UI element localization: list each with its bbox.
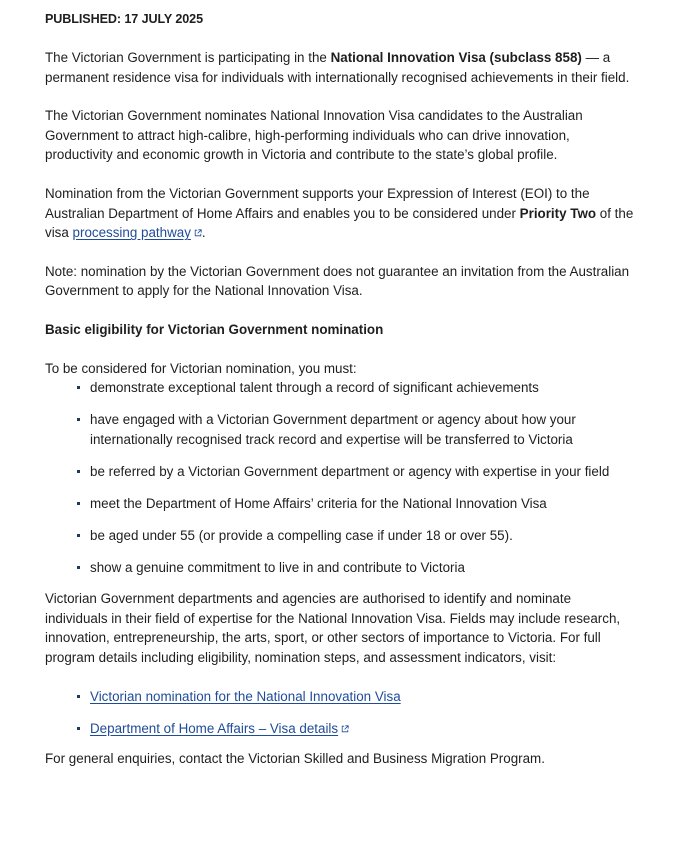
published-date: PUBLISHED: 17 JULY 2025 bbox=[45, 12, 203, 26]
enquiries-paragraph: For general enquiries, contact the Victorian Skilled and Business Migration Program. bbox=[45, 750, 545, 766]
eligibility-list bbox=[45, 378, 635, 578]
processing-pathway-link-label: processing pathway bbox=[72, 225, 191, 241]
note-paragraph: Note: nomination by the Victorian Government does not guarantee an invitation from the Australian Government to apply for the National Innovation Visa. bbox=[45, 263, 630, 299]
eligibility-heading: Basic eligibility for Victorian Government nomination bbox=[45, 321, 384, 337]
resource-links-list bbox=[45, 687, 635, 739]
list-item: have engaged with a Victorian Government department or agency about how your internationally recognised track record and expertise will be transferred to Victoria bbox=[90, 410, 635, 449]
eoi-period: . bbox=[201, 225, 206, 241]
list-item: be aged under 55 (or provide a compelling case if under 18 or over 55). bbox=[90, 526, 635, 546]
priority-two: Priority Two bbox=[519, 205, 597, 221]
list-item bbox=[90, 687, 635, 707]
agencies-paragraph: Victorian Government departments and agencies are authorised to identify and nominate individuals in their field of expertise for the National Innovation Visa. Fields may include research, innovation, entrepreneurship, the arts, sport, or other sectors of importance to Victoria. For full program details including eligibility, nomination steps, and assessment indicators, visit: bbox=[45, 591, 621, 666]
eoi-text: Nomination from the Victorian Government supports your Expression of Interest (EOI) to the Australian Department of Home Affairs and enables you to be considered under bbox=[45, 185, 590, 221]
external-link-icon bbox=[341, 725, 349, 733]
home-affairs-visa-link[interactable] bbox=[90, 721, 349, 736]
list-item bbox=[90, 719, 635, 739]
home-affairs-visa-link-label: Department of Home Affairs – Visa details bbox=[90, 720, 339, 736]
eoi-paragraph bbox=[45, 184, 635, 243]
nomination-paragraph: The Victorian Government nominates National Innovation Visa candidates to the Australian Government to attract high-calibre, high-performing individuals who can drive innovation, productivity and economic growth in Victoria and contribute to the state’s global profile. bbox=[45, 108, 583, 163]
list-item: be referred by a Victorian Government department or agency with expertise in your field bbox=[90, 462, 635, 482]
external-link-icon bbox=[194, 229, 202, 237]
processing-pathway-link[interactable] bbox=[73, 225, 202, 240]
intro-text: The Victorian Government is participating in the bbox=[45, 50, 331, 65]
eligibility-intro: To be considered for Victorian nomination, you must: bbox=[45, 360, 357, 376]
intro-paragraph bbox=[45, 48, 635, 87]
eoi-text-middle: of the visa bbox=[45, 205, 634, 241]
visa-name: National Innovation Visa (subclass 858) bbox=[330, 50, 582, 65]
list-item: demonstrate exceptional talent through a record of significant achievements bbox=[90, 378, 635, 398]
list-item: show a genuine commitment to live in and contribute to Victoria bbox=[90, 558, 635, 578]
victorian-nomination-link[interactable]: Victorian nomination for the National Innovation Visa bbox=[90, 688, 401, 704]
list-item: meet the Department of Home Affairs’ criteria for the National Innovation Visa bbox=[90, 494, 635, 514]
intro-text-after: — a permanent residence visa for individuals with internationally recognised achievements in their field. bbox=[45, 50, 630, 85]
